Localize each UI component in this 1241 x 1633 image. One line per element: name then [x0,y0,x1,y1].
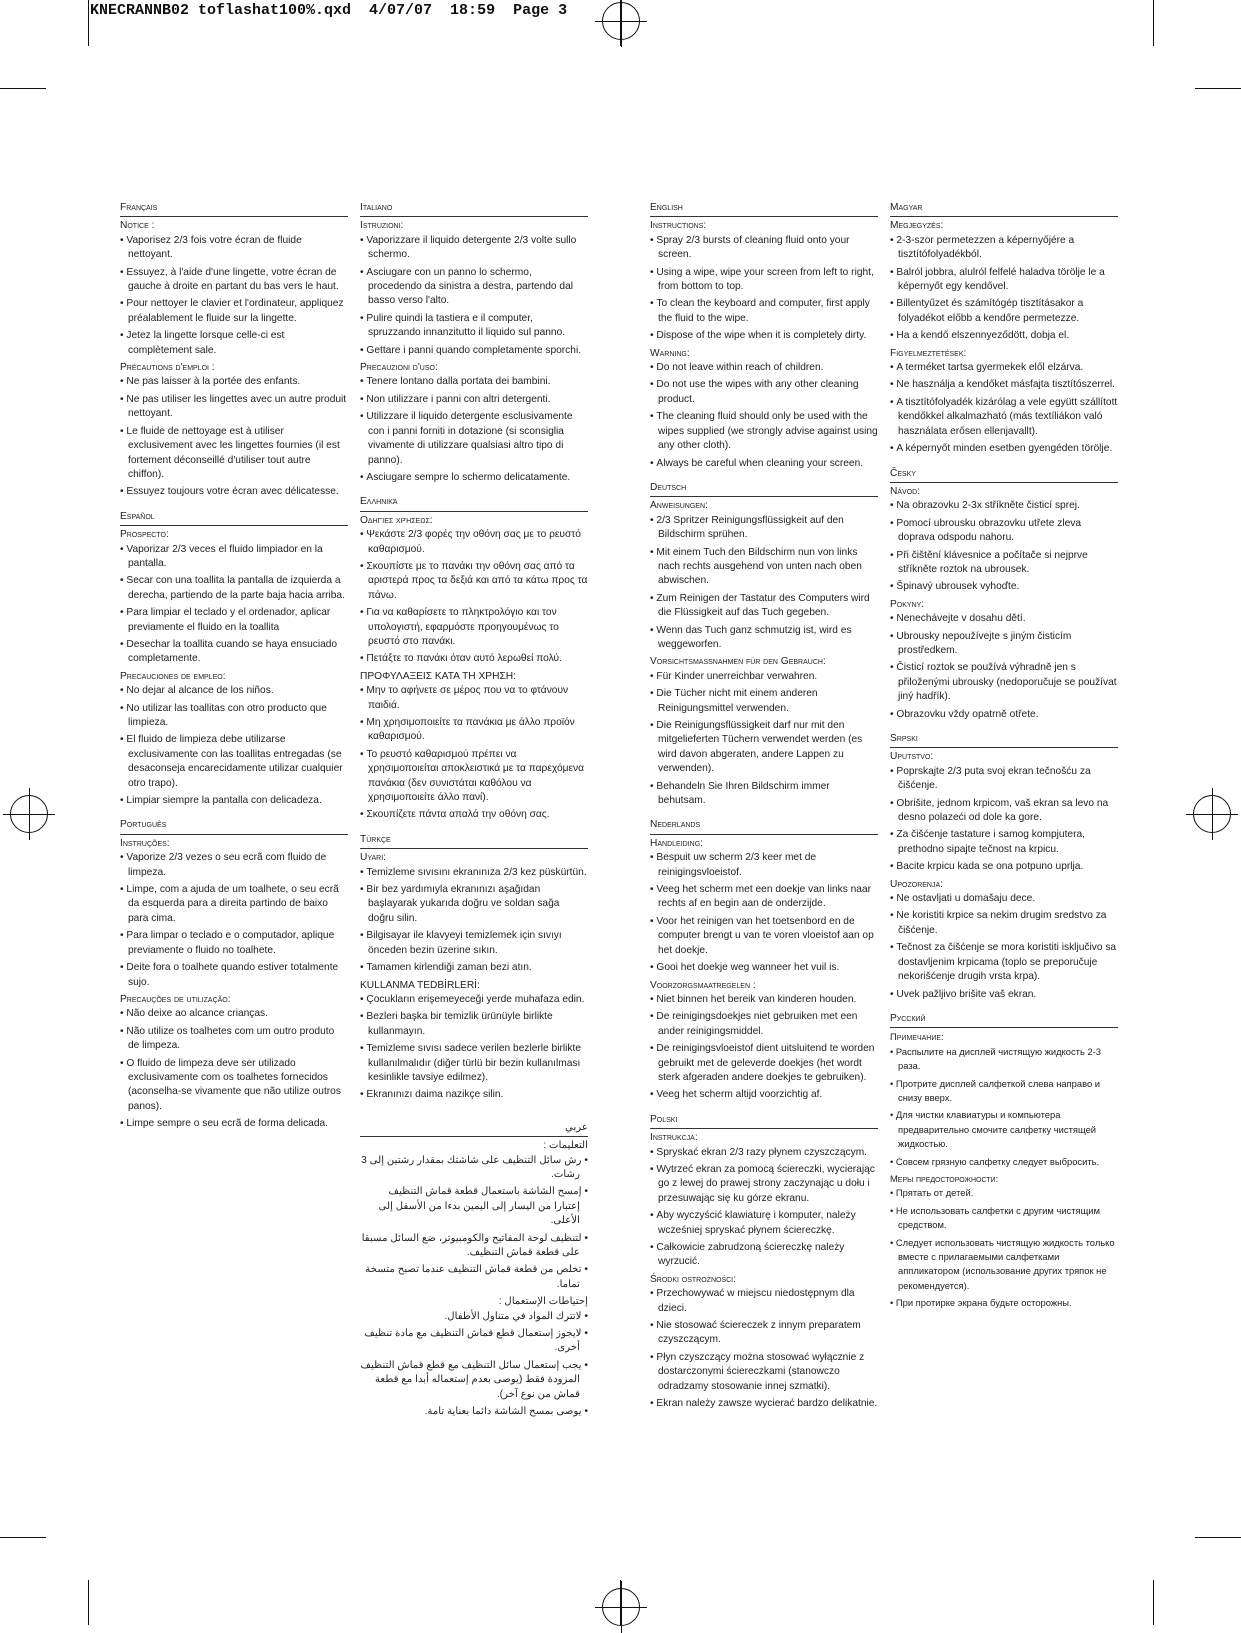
heading-pl: Polski [650,1113,878,1129]
list-item: • Tamamen kirlendiği zaman bezi atın. [360,961,588,975]
caution-label-sr: Upozorenja: [890,878,943,890]
list-item: • No dejar al alcance de los niños. [120,684,348,698]
list-item: • Spray 2/3 bursts of cleaning fluid onto your screen. [650,234,878,263]
list-item: • Wenn das Tuch ganz schmutzig ist, wird es weggeworfen. [650,624,878,653]
list-item: • Σκουπίστε με το πανάκι την οθόνη σας από τα αριστερά προς τα δεξιά και από τα κάτω προς τα πάνω. [360,560,588,603]
list-item: • Non utilizzare i panni con altri detergenti. [360,393,588,407]
list-item: • De reinigingsvloeistof dient uitsluitend te worden gebruikt met de geleverde doekjes (het wordt sterk afgeraden andere doekjes te gebruiken). [650,1042,878,1085]
list-item: • Desechar la toallita cuando se haya ensuciado completamente. [120,638,348,667]
list-item: • Çocukların erişemeyeceği yerde muhafaza edin. [360,993,588,1007]
list-item: • Bespuit uw scherm 2/3 keer met de reinigingsvloeistof. [650,851,878,880]
registration-mark-top [602,2,640,40]
list-item: • Mit einem Tuch den Bildschirm nun von links nach rechts ausgehend von unten nach oben abwischen. [650,546,878,589]
list-item: • Secar con una toallita la pantalla de izquierda a derecha, partiendo de la parte baja hacia arriba. [120,574,348,603]
list-item: • Μη χρησιμοποιείτε τα πανάκια με άλλο προϊόν καθαρισμού. [360,716,588,745]
list-item: • Não deixe ao alcance crianças. [120,1007,348,1021]
list-item: • Μην το αφήνετε σε μέρος που να το φτάνουν παιδιά. [360,684,588,713]
list-item: • Vaporisez 2/3 fois votre écran de fluide nettoyant. [120,234,348,263]
list-item: • Ekran należy zawsze wycierać bardzo delikatnie. [650,1397,878,1411]
crop-mark [1195,1537,1241,1538]
list-item: • Wytrzeć ekran za pomocą ściereczki, wycierając go z lewej do prawej strony zaczynając u dołu i przesuwając się ku górze ekranu. [650,1163,878,1206]
list-item: • Распылите на дисплей чистящую жидкость 2-3 раза. [890,1045,1118,1074]
notice-label-en: Instructions: [650,220,707,232]
list-item: • Temizleme sıvısı sadece verilen bezlerle birlikte kullanılmalıdır (diğer türlü bir bezin kullanılması kesinlikle tavsiye edilmez). [360,1042,588,1085]
section-pl [650,1113,878,1412]
caution-label-tr: KULLANMA TEDBİRLERİ: [360,979,480,991]
list-item: • Bacite krpicu kada se ona potpuno uprlja. [890,860,1118,874]
section-nl [650,818,878,1102]
heading-ru: Русский [890,1012,1118,1028]
list-item: • Совсем грязную салфетку следует выбросить. [890,1155,1118,1169]
section-ru [890,1012,1118,1311]
list-item: • A tisztítófolyadék kizárólag a vele együtt szállított kendőkkel alkalmazható (más textíliákon való használata erősen ellenjavallt). [890,396,1118,439]
list-item: • لتنظيف لوحة المفاتيح والكومبيوتر، ضع السائل مسبقا على قطعة قماش التنظيف. [360,1232,588,1261]
list-item: • Using a wipe, wipe your screen from left to right, from bottom to top. [650,266,878,295]
heading-it: Italiano [360,201,588,217]
heading-de: Deutsch [650,481,878,497]
list-item: • O fluido de limpeza deve ser utilizado exclusivamente com os toalhetes fornecidos (aconselha-se vivamente que não utilize outros panos). [120,1057,348,1115]
column-2 [360,201,588,1429]
list-item: • Voor het reinigen van het toetsenbord en de computer brengt u van te voren vloeistof aan op het doekje. [650,915,878,958]
list-item: • Utilizzare il liquido detergente esclusivamente con i panni forniti in dotazione (si sconsiglia vivamente di utilizzare qualsiasi altro tipo di panno). [360,410,588,468]
list-item: • Na obrazovku 2-3x stříkněte čisticí sprej. [890,499,1118,513]
list-item: • Gettare i panni quando completamente sporchi. [360,344,588,358]
list-item: • Tečnost za čišćenje se mora koristiti isključivo sa dostavljenim krpicama (toplo se preporučuje nekorišćenje drugih vrsta krpa). [890,941,1118,984]
list-item: • Для чистки клавиатуры и компьютера предварительно смочите салфетку чистящей жидкостью. [890,1108,1118,1151]
list-item: • Temizleme sıvısını ekranınıza 2/3 kez püskürtün. [360,866,588,880]
section-hu [890,201,1118,457]
section-ar [360,1121,588,1420]
list-item: • No utilizar las toallitas con otro producto que limpieza. [120,702,348,731]
caution-label-es: Precauciones de empleo: [120,670,226,682]
crop-mark [0,88,46,89]
list-item: • Bezleri başka bir temizlik ürünüyle birlikte kullanmayın. [360,1010,588,1039]
list-item: • تخلص من قطعة قماش التنظيف عندما تصبح متسخة تماما. [360,1263,588,1292]
list-item: • Veeg het scherm met een doekje van links naar rechts af en begin aan de onderzijde. [650,883,878,912]
list-item: • Πετάξτε το πανάκι όταν αυτό λερωθεί πολύ. [360,652,588,666]
list-item: • Limpiar siempre la pantalla con delicadeza. [120,794,348,808]
notice-label-nl: Handleiding: [650,837,703,849]
list-item: • Σκουπίζετε πάντα απαλά την οθόνη σας. [360,808,588,822]
list-item: • Gooi het doekje weg wanneer het vuil is. [650,961,878,975]
heading-es: Español [120,510,348,526]
list-item: • Le fluide de nettoyage est à utiliser exclusivement avec les lingettes fournies (il est fortement déconseillé d'utiliser tout autre chiffon). [120,425,348,483]
section-sr [890,732,1118,1002]
list-item: • Limpe sempre o seu ecrã de forma delicada. [120,1117,348,1131]
list-item: • Limpe, com a ajuda de um toalhete, o seu ecrã da esquerda para a direita partindo de baixo para cima. [120,883,348,926]
list-item: • При протирке экрана будьте осторожны. [890,1296,1118,1310]
caution-label-nl: Voorzorgsmaatregelen : [650,979,756,991]
section-fr [120,201,348,500]
list-item: • Veeg het scherm altijd voorzichtig af. [650,1088,878,1102]
list-item: • Протрите дисплей салфеткой слева направо и снизу вверх. [890,1077,1118,1106]
registration-mark-left [10,795,48,833]
notice-label-pl: Instrukcja: [650,1132,698,1144]
section-it [360,201,588,485]
notice-label-pt: Instruções: [120,837,170,849]
list-item: • Obrišite, jednom krpicom, vaš ekran sa levo na desno polazeći od dole ka gore. [890,797,1118,826]
list-item: • يوصى بمسح الشاشة دائما بعناية تامة. [360,1405,588,1419]
crop-mark [88,1580,89,1625]
notice-label-it: Istruzioni: [360,220,404,232]
heading-hu: Magyar [890,201,1118,217]
caution-label-en: Warning: [650,347,690,359]
caution-label-cs: Pokyny: [890,598,925,610]
list-item: • Aby wyczyścić klawiaturę i komputer, należy wcześniej spryskać płynem ściereczkę. [650,1209,878,1238]
list-item: • Jetez la lingette lorsque celle-ci est complètement sale. [120,329,348,358]
section-en [650,201,878,471]
list-item: • Vaporizzare il liquido detergente 2/3 volte sullo schermo. [360,234,588,263]
list-item: • The cleaning fluid should only be used with the wipes supplied (we strongly advise against using any other cloth). [650,410,878,453]
crop-mark [1153,0,1154,46]
crop-mark [88,0,89,46]
list-item: • Do not use the wipes with any other cleaning product. [650,378,878,407]
list-item: • Za čišćenje tastature i samog kompjutera, prethodno sipajte tečnost na krpicu. [890,828,1118,857]
list-item: • Το ρευστό καθαρισμού πρέπει να χρησιμοποιείται αποκλειστικά με τα παρεχόμενα πανάκια (δεν συνιστάται καθόλου να χρησιμοποιείτε άλλο πανί). [360,748,588,806]
heading-en: English [650,201,878,217]
section-cs [890,467,1118,723]
registration-mark-bottom [602,1588,640,1626]
section-el [360,495,588,823]
list-item: • Pomocí ubrousku obrazovku utřete zleva doprava odspodu nahoru. [890,517,1118,546]
list-item: • Ne ostavljati u domašaju dece. [890,892,1118,906]
column-3 [650,201,878,1421]
list-item: • Uvek pažljivo brišite vaš ekran. [890,988,1118,1002]
list-item: • Ne pas laisser à la portée des enfants. [120,375,348,389]
list-item: • إمسح الشاشة باستعمال قطعة قماش التنظيف إعتبارا من اليسار إلى اليمين بدءا من الأسفل إلى الأعلى. [360,1185,588,1228]
list-item: • Ha a kendő elszennyeződött, dobja el. [890,329,1118,343]
list-item: • Ubrousky nepoužívejte s jiným čisticím prostředkem. [890,630,1118,659]
list-item: • Bilgisayar ile klavyeyi temizlemek için sıvıyı önceden bezin üzerine sıkın. [360,929,588,958]
list-item: • Do not leave within reach of children. [650,361,878,375]
notice-label-tr: Uyari: [360,852,387,864]
notice-label-ar: التعليمات : [543,1140,588,1152]
heading-pt: Português [120,818,348,834]
caution-label-fr: Précautions d'emploi : [120,362,215,374]
list-item: • Całkowicie zabrudzoną ściereczkę należy wyrzucić. [650,1241,878,1270]
list-item: • Niet binnen het bereik van kinderen houden. [650,993,878,1007]
notice-label-cs: Návod: [890,485,921,497]
list-item: • Следует использовать чистящую жидкость только вместе с прилагаемыми салфетками аппликатором (использование других тряпок не рекомендуется). [890,1236,1118,1294]
list-item: • Essuyez, à l'aide d'une lingette, votre écran de gauche à droite en partant du bas vers le haut. [120,266,348,295]
list-item: • لاتترك المواد في متناول الأطفال. [360,1310,588,1324]
heading-sr: Srpski [890,732,1118,748]
section-de [650,481,878,809]
list-item: • Zum Reinigen der Tastatur des Computers wird die Flüssigkeit auf das Tuch gegeben. [650,592,878,621]
list-item: • Para limpiar el teclado y el ordenador, aplicar previamente el fluido en la toallita [120,606,348,635]
column-4 [890,201,1118,1321]
notice-label-fr: Notice : [120,220,155,232]
list-item: • Deite fora o toalhete quando estiver totalmente sujo. [120,961,348,990]
crop-mark [0,1537,46,1538]
list-item: • 2-3-szor permetezzen a képernyőjére a tisztítófolyadékból. [890,234,1118,263]
list-item: • Obrazovku vždy opatrně otřete. [890,708,1118,722]
crop-mark [1153,1580,1154,1625]
list-item: • Při čištění klávesnice a počítače si nejprve stříkněte roztok na ubrousek. [890,549,1118,578]
heading-nl: Nederlands [650,818,878,834]
list-item: • Asciugare sempre lo schermo delicatamente. [360,471,588,485]
list-item: • Bir bez yardımıyla ekranınızı aşağıdan başlayarak yukarıda doğru ve soldan sağa doğru silin. [360,883,588,926]
list-item: • Nie stosować ściereczek z innym preparatem czyszczącym. [650,1319,878,1348]
section-es [120,510,348,809]
caution-label-pt: Precauções de utilização: [120,993,231,1005]
list-item: • A terméket tartsa gyermekek elől elzárva. [890,361,1118,375]
section-pt [120,818,348,1131]
list-item: • Ne pas utiliser les lingettes avec un autre produit nettoyant. [120,393,348,422]
list-item: • Tenere lontano dalla portata dei bambini. [360,375,588,389]
notice-label-de: Anweisungen: [650,500,708,512]
caution-label-hu: Figyelmeztetések: [890,347,967,359]
list-item: • A képernyőt minden esetben gyengéden törölje. [890,442,1118,456]
list-item: • Die Reinigungsflüssigkeit darf nur mit den mitgelieferten Tüchern verwendet werden (es wird davon abgeraten, andere Lappen zu verwenden). [650,719,878,777]
list-item: • Nenechávejte v dosahu dětí. [890,612,1118,626]
list-item: • Vaporizar 2/3 veces el fluido limpiador en la pantalla. [120,543,348,572]
heading-el: Ελληνικά [360,495,588,511]
crop-mark [1195,88,1241,89]
caution-label-el: ΠΡΟΦΥΛΑΞΕΙΣ ΚΑΤΑ ΤΗ ΧΡΗΣΗ: [360,670,516,682]
caution-label-ar: إحتياطات الإستعمال : [498,1296,588,1308]
list-item: • يجب إستعمال سائل التنظيف مع قطع قماش التنظيف المزودة فقط (يوصى بعدم إستعماله أبدا مع قطعة قماش من نوع آخر). [360,1359,588,1402]
list-item: • Dispose of the wipe when it is completely dirty. [650,329,878,343]
heading-tr: Türkçe [360,833,588,849]
list-item: • Не использовать салфетки с другим чистящим средством. [890,1204,1118,1233]
list-item: • De reinigingsdoekjes niet gebruiken met een ander reinigingsmiddel. [650,1010,878,1039]
list-item: • Płyn czyszczący można stosować wyłącznie z dostarczonymi ściereczkami (stanowczo odradzamy stosowanie innej szmatki). [650,1351,878,1394]
list-item: • Για να καθαρίσετε το πληκτρολόγιο και τον υπολογιστή, εφαρμόστε προηγουμένως το ρευστό στο πανάκι. [360,606,588,649]
list-item: • لايجوز إستعمال قطع قماش التنظيف مع مادة تنظيف أخرى. [360,1327,588,1356]
list-item: • Always be careful when cleaning your screen. [650,457,878,471]
list-item: • Прятать от детей. [890,1186,1118,1200]
list-item: • Spryskać ekran 2/3 razy płynem czyszczącym. [650,1146,878,1160]
list-item: • Ψεκάστε 2/3 φορές την οθόνη σας με το ρευστό καθαρισμού. [360,528,588,557]
list-item: • Ne koristiti krpice sa nekim drugim sredstvo za čišćenje. [890,909,1118,938]
file-slug: KNECRANNB02 toflashat100%.qxd 4/07/07 18:59 Page 3 [90,2,568,19]
list-item: • Ekranınızı daima nazikçe silin. [360,1088,588,1102]
list-item: • Vaporize 2/3 vezes o seu ecrã com fluido de limpeza. [120,851,348,880]
list-item: • Čisticí roztok se používá výhradně jen s přiloženými ubrousky (nedoporučuje se používat jiný hadřík). [890,661,1118,704]
list-item: • Przechowywać w miejscu niedostępnym dla dzieci. [650,1287,878,1316]
list-item: • Para limpar o teclado e o computador, aplique previamente o fluido no toalhete. [120,929,348,958]
caution-label-de: Vorsichtsmassnahmen für den Gebrauch: [650,656,826,668]
notice-label-hu: Megjegyzés: [890,220,944,232]
caution-label-pl: Środki ostrożności: [650,1273,736,1285]
list-item: • 2/3 Spritzer Reinigungsflüssigkeit auf den Bildschirm sprühen. [650,514,878,543]
list-item: • رش سائل التنظيف على شاشتك بمقدار رشتين إلى 3 رشات. [360,1154,588,1183]
heading-ar: عربي [360,1121,588,1137]
notice-label-sr: Uputstvo: [890,751,934,763]
list-item: • Pour nettoyer le clavier et l'ordinateur, appliquez préalablement le fluide sur la lingette. [120,297,348,326]
registration-mark-right [1193,795,1231,833]
caution-label-ru: Меры предосторожности: [890,1172,999,1184]
list-item: • Ne használja a kendőket másfajta tisztítószerrel. [890,378,1118,392]
list-item: • Asciugare con un panno lo schermo, procedendo da sinistra a destra, partendo dal basso verso l'alto. [360,266,588,309]
column-1 [120,201,348,1142]
notice-label-ru: Примечание: [890,1031,944,1043]
heading-fr: Français [120,201,348,217]
list-item: • Die Tücher nicht mit einem anderen Reinigungsmittel verwenden. [650,687,878,716]
list-item: • Billentyűzet és számítógép tisztításakor a folyadékot előbb a kendőre permetezze. [890,297,1118,326]
caution-label-it: Precauzioni d'uso: [360,362,438,374]
list-item: • Poprskajte 2/3 puta svoj ekran tečnošću za čišćenje. [890,765,1118,794]
list-item: • Behandeln Sie Ihren Bildschirm immer behutsam. [650,780,878,809]
list-item: • Für Kinder unerreichbar verwahren. [650,670,878,684]
list-item: • Não utilize os toalhetes com um outro produto de limpeza. [120,1025,348,1054]
section-tr [360,833,588,1103]
list-item: • Pulire quindi la tastiera e il computer, spruzzando innanzitutto il liquido sul panno. [360,312,588,341]
list-item: • Essuyez toujours votre écran avec délicatesse. [120,485,348,499]
list-item: • Špinavý ubrousek vyhoďte. [890,580,1118,594]
list-item: • El fluido de limpieza debe utilizarse exclusivamente con las toallitas entregadas (se desaconseja encarecidamente utilizar cualquier otro trapo). [120,733,348,791]
list-item: • To clean the keyboard and computer, first apply the fluid to the wipe. [650,297,878,326]
list-item: • Balról jobbra, alulról felfelé haladva törölje le a képernyőt egy kendővel. [890,266,1118,295]
notice-label-es: Prospecto: [120,529,169,541]
heading-cs: Česky [890,467,1118,483]
notice-label-el: Οδηγίες χρήσεως: [360,514,433,526]
